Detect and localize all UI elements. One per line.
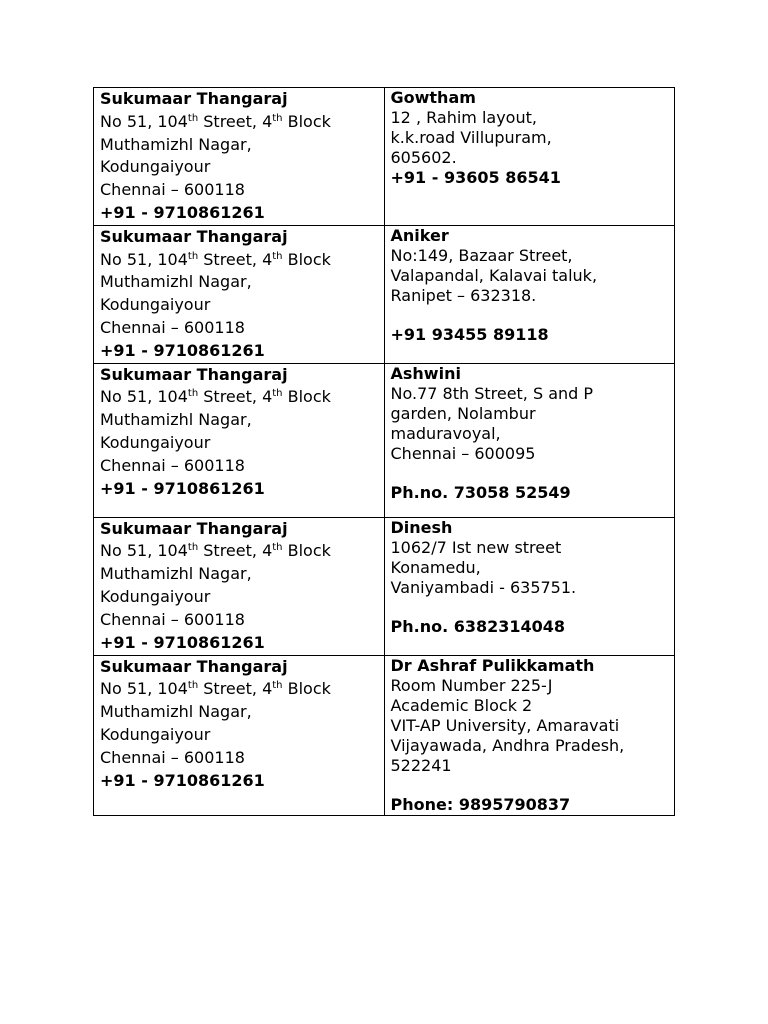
recipient-line: VIT-AP University, Amaravati [390, 715, 620, 735]
sender-area: Muthamizhl Nagar, [100, 410, 252, 430]
recipient-line: Valapandal, Kalavai taluk, [390, 265, 598, 285]
recipient-line: 12 , Rahim layout, [390, 108, 537, 127]
sender-city: Chennai – 600118 [100, 317, 245, 337]
sender-street: No 51, 104th Street, 4th Block [100, 387, 331, 407]
sender-area: Muthamizhl Nagar, [100, 702, 252, 722]
sender-area: Muthamizhl Nagar, [100, 564, 252, 584]
sender-city: Chennai – 600118 [100, 747, 245, 767]
recipient-address-cell [384, 363, 675, 517]
sender-phone: +91 - 9710861261 [100, 770, 265, 790]
spacer [391, 776, 669, 795]
sender-street: No 51, 104th Street, 4th Block [100, 541, 331, 561]
sender-address-cell [94, 517, 385, 655]
sender-street: No 51, 104th Street, 4th Block [100, 249, 331, 269]
recipient-line: Vaniyambadi - 635751. [390, 577, 577, 597]
recipient-address-cell [384, 655, 675, 815]
sender-locality: Kodungaiyour [100, 432, 211, 452]
recipient-name: Aniker [390, 225, 449, 245]
recipient-phone: Ph.no. 73058 52549 [390, 482, 571, 502]
sender-area: Muthamizhl Nagar, [100, 272, 252, 292]
sender-city: Chennai – 600118 [100, 180, 245, 200]
sender-city: Chennai – 600118 [100, 609, 245, 629]
sender-city: Chennai – 600118 [100, 455, 245, 475]
recipient-line: garden, Nolambur [390, 403, 536, 423]
label-row [94, 363, 675, 517]
sender-name: Sukumaar Thangaraj [100, 518, 288, 538]
recipient-line: Chennai – 600095 [390, 443, 536, 463]
label-row [94, 655, 675, 815]
sender-locality: Kodungaiyour [100, 724, 211, 744]
recipient-phone: Ph.no. 6382314048 [390, 616, 566, 636]
address-label-table [93, 87, 675, 816]
recipient-address-cell [384, 517, 675, 655]
sender-address-cell [94, 655, 385, 815]
recipient-name: Gowtham [390, 88, 476, 107]
recipient-address-cell [384, 225, 675, 363]
sender-address-cell [94, 225, 385, 363]
sender-name: Sukumaar Thangaraj [100, 656, 288, 676]
sender-locality: Kodungaiyour [100, 586, 211, 606]
recipient-address-cell [384, 88, 675, 226]
sender-name: Sukumaar Thangaraj [100, 89, 288, 108]
sender-street: No 51, 104th Street, 4th Block [100, 111, 331, 131]
recipient-line: Room Number 225-J [390, 675, 553, 695]
sender-address-cell [94, 363, 385, 517]
recipient-line: 605602. [390, 148, 457, 167]
label-row [94, 225, 675, 363]
sender-locality: Kodungaiyour [100, 295, 211, 315]
recipient-phone: +91 - 93605 86541 [390, 168, 561, 187]
label-row [94, 88, 675, 226]
recipient-phone: Phone: 9895790837 [390, 794, 571, 814]
sender-address-cell [94, 88, 385, 226]
recipient-line: Academic Block 2 [390, 695, 533, 715]
sender-locality: Kodungaiyour [100, 157, 211, 177]
recipient-line: No:149, Bazaar Street, [390, 245, 573, 265]
sender-name: Sukumaar Thangaraj [100, 364, 288, 384]
recipient-line: No.77 8th Street, S and P [390, 383, 594, 403]
sender-name: Sukumaar Thangaraj [100, 226, 288, 246]
recipient-line: maduravoyal, [390, 423, 501, 443]
sender-street: No 51, 104th Street, 4th Block [100, 679, 331, 699]
recipient-name: Dr Ashraf Pulikkamath [390, 655, 595, 675]
sender-phone: +91 - 9710861261 [100, 202, 265, 222]
sender-area: Muthamizhl Nagar, [100, 134, 252, 154]
label-row [94, 517, 675, 655]
spacer [391, 306, 669, 325]
spacer [391, 464, 669, 483]
sender-phone: +91 - 9710861261 [100, 478, 265, 498]
sender-phone: +91 - 9710861261 [100, 340, 265, 360]
spacer [391, 598, 669, 617]
recipient-name: Ashwini [390, 363, 461, 383]
recipient-name: Dinesh [390, 517, 453, 537]
recipient-line: k.k.road Villupuram, [390, 128, 552, 147]
recipient-line: Vijayawada, Andhra Pradesh, [390, 735, 625, 755]
sender-phone: +91 - 9710861261 [100, 632, 265, 652]
recipient-line: 1062/7 Ist new street [390, 537, 562, 557]
recipient-line: 522241 [390, 755, 452, 775]
recipient-line: Konamedu, [390, 557, 481, 577]
recipient-line: Ranipet – 632318. [390, 285, 537, 305]
recipient-phone: +91 93455 89118 [390, 324, 549, 344]
